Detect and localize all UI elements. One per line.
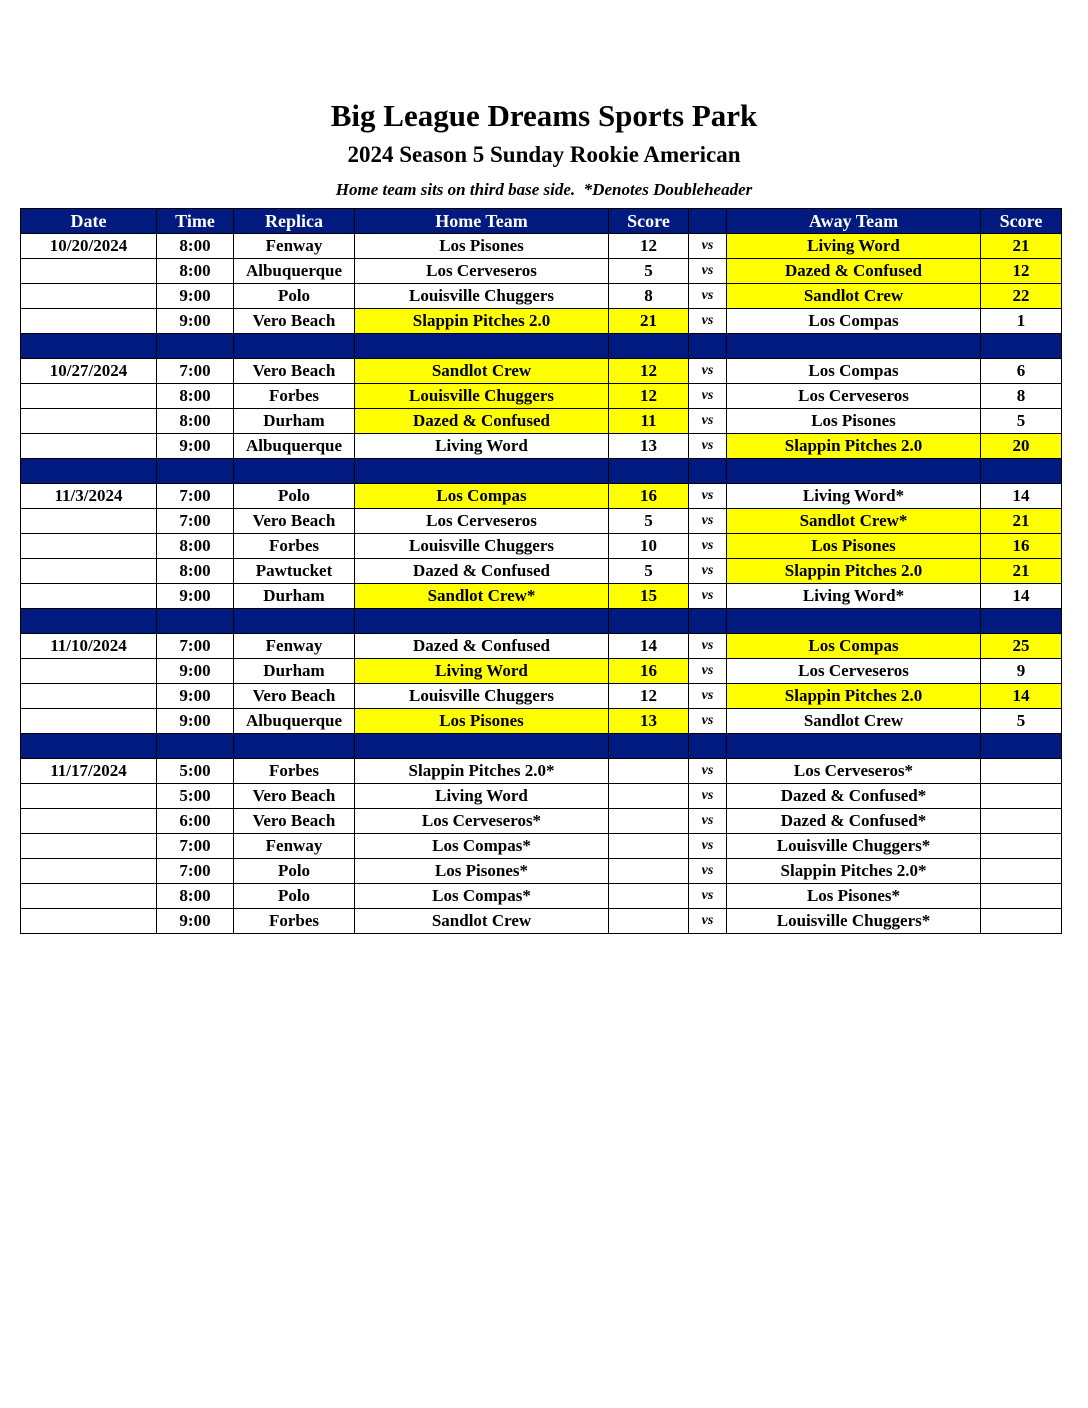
replica-cell: Vero Beach	[234, 809, 355, 834]
time-cell: 7:00	[157, 859, 234, 884]
away-team-cell: Louisville Chuggers*	[727, 909, 981, 934]
home-score-cell: 12	[609, 234, 689, 259]
time-cell: 8:00	[157, 884, 234, 909]
home-score-cell: 10	[609, 534, 689, 559]
home-score-cell: 12	[609, 384, 689, 409]
away-team-cell: Dazed & Confused*	[727, 809, 981, 834]
col-header-replica: Replica	[234, 209, 355, 234]
vs-cell: vs	[689, 234, 727, 259]
away-score-cell: 8	[981, 384, 1062, 409]
date-cell: 11/17/2024	[21, 759, 157, 784]
home-team-cell: Slappin Pitches 2.0	[355, 309, 609, 334]
away-team-cell: Louisville Chuggers*	[727, 834, 981, 859]
home-team-cell: Los Compas*	[355, 834, 609, 859]
vs-cell: vs	[689, 709, 727, 734]
separator-cell	[21, 459, 157, 484]
date-cell	[21, 909, 157, 934]
game-row	[21, 284, 1062, 309]
home-score-cell: 12	[609, 359, 689, 384]
date-cell	[21, 284, 157, 309]
vs-cell: vs	[689, 259, 727, 284]
date-cell	[21, 784, 157, 809]
date-cell: 11/10/2024	[21, 634, 157, 659]
away-score-cell: 21	[981, 559, 1062, 584]
game-row	[21, 834, 1062, 859]
replica-cell: Forbes	[234, 759, 355, 784]
vs-cell: vs	[689, 684, 727, 709]
date-cell	[21, 409, 157, 434]
replica-cell: Polo	[234, 484, 355, 509]
home-team-cell: Los Cerveseros	[355, 509, 609, 534]
away-team-cell: Sandlot Crew*	[727, 509, 981, 534]
home-score-cell	[609, 759, 689, 784]
home-team-cell: Living Word	[355, 784, 609, 809]
away-team-cell: Living Word	[727, 234, 981, 259]
game-row	[21, 909, 1062, 934]
separator-cell	[727, 459, 981, 484]
vs-cell: vs	[689, 509, 727, 534]
home-score-cell: 14	[609, 634, 689, 659]
date-cell	[21, 659, 157, 684]
replica-cell: Forbes	[234, 909, 355, 934]
time-cell: 9:00	[157, 659, 234, 684]
date-cell	[21, 834, 157, 859]
schedule-body	[21, 234, 1062, 934]
home-score-cell: 8	[609, 284, 689, 309]
home-team-cell: Slappin Pitches 2.0*	[355, 759, 609, 784]
vs-cell: vs	[689, 284, 727, 309]
separator-cell	[21, 334, 157, 359]
home-team-cell: Los Pisones*	[355, 859, 609, 884]
home-team-cell: Louisville Chuggers	[355, 284, 609, 309]
away-team-cell: Sandlot Crew	[727, 709, 981, 734]
away-score-cell: 1	[981, 309, 1062, 334]
date-cell	[21, 259, 157, 284]
home-team-cell: Living Word	[355, 659, 609, 684]
date-cell: 10/27/2024	[21, 359, 157, 384]
col-header-vs	[689, 209, 727, 234]
date-cell	[21, 859, 157, 884]
replica-cell: Vero Beach	[234, 684, 355, 709]
separator-cell	[981, 334, 1062, 359]
home-team-cell: Los Pisones	[355, 709, 609, 734]
separator-cell	[355, 609, 609, 634]
week-separator	[21, 334, 1062, 359]
away-team-cell: Los Pisones	[727, 409, 981, 434]
home-score-cell: 16	[609, 484, 689, 509]
away-team-cell: Living Word*	[727, 484, 981, 509]
separator-cell	[609, 734, 689, 759]
col-header-date: Date	[21, 209, 157, 234]
home-team-cell: Living Word	[355, 434, 609, 459]
game-row	[21, 384, 1062, 409]
game-row	[21, 684, 1062, 709]
date-cell	[21, 434, 157, 459]
vs-cell: vs	[689, 534, 727, 559]
home-team-cell: Los Cerveseros	[355, 259, 609, 284]
away-team-cell: Living Word*	[727, 584, 981, 609]
separator-cell	[727, 334, 981, 359]
game-row	[21, 759, 1062, 784]
home-team-cell: Sandlot Crew*	[355, 584, 609, 609]
replica-cell: Forbes	[234, 534, 355, 559]
vs-cell: vs	[689, 809, 727, 834]
away-score-cell	[981, 759, 1062, 784]
time-cell: 8:00	[157, 409, 234, 434]
date-cell	[21, 534, 157, 559]
home-score-cell: 16	[609, 659, 689, 684]
time-cell: 8:00	[157, 559, 234, 584]
week-separator	[21, 459, 1062, 484]
game-row	[21, 784, 1062, 809]
separator-cell	[355, 334, 609, 359]
away-team-cell: Los Pisones	[727, 534, 981, 559]
separator-cell	[609, 609, 689, 634]
date-cell: 11/3/2024	[21, 484, 157, 509]
vs-cell: vs	[689, 484, 727, 509]
vs-cell: vs	[689, 434, 727, 459]
time-cell: 9:00	[157, 584, 234, 609]
separator-cell	[609, 334, 689, 359]
away-team-cell: Sandlot Crew	[727, 284, 981, 309]
page-title: Big League Dreams Sports Park	[330, 98, 758, 133]
time-cell: 8:00	[157, 234, 234, 259]
home-score-cell: 15	[609, 584, 689, 609]
date-cell	[21, 884, 157, 909]
replica-cell: Albuquerque	[234, 259, 355, 284]
away-score-cell: 9	[981, 659, 1062, 684]
time-cell: 7:00	[157, 484, 234, 509]
away-team-cell: Los Pisones*	[727, 884, 981, 909]
time-cell: 9:00	[157, 309, 234, 334]
away-score-cell: 14	[981, 484, 1062, 509]
time-cell: 8:00	[157, 534, 234, 559]
separator-cell	[21, 609, 157, 634]
home-score-cell	[609, 884, 689, 909]
page-subtitle: 2024 Season 5 Sunday Rookie American	[347, 142, 741, 167]
game-row	[21, 709, 1062, 734]
col-header-home-score: Score	[609, 209, 689, 234]
separator-cell	[234, 334, 355, 359]
time-cell: 5:00	[157, 784, 234, 809]
time-cell: 8:00	[157, 259, 234, 284]
replica-cell: Fenway	[234, 634, 355, 659]
home-score-cell	[609, 834, 689, 859]
vs-cell: vs	[689, 759, 727, 784]
game-row	[21, 484, 1062, 509]
separator-cell	[727, 609, 981, 634]
vs-cell: vs	[689, 384, 727, 409]
home-team-cell: Sandlot Crew	[355, 909, 609, 934]
separator-cell	[355, 734, 609, 759]
away-score-cell	[981, 909, 1062, 934]
replica-cell: Polo	[234, 284, 355, 309]
away-score-cell	[981, 884, 1062, 909]
game-row	[21, 859, 1062, 884]
home-team-cell: Dazed & Confused	[355, 559, 609, 584]
date-cell	[21, 709, 157, 734]
home-team-cell: Los Compas	[355, 484, 609, 509]
away-score-cell: 25	[981, 634, 1062, 659]
home-score-cell: 5	[609, 509, 689, 534]
game-row	[21, 409, 1062, 434]
page-note: Home team sits on third base side. *Denotes Doubleheader	[335, 180, 753, 199]
schedule-table	[20, 208, 1062, 934]
separator-cell	[234, 734, 355, 759]
replica-cell: Fenway	[234, 234, 355, 259]
vs-cell: vs	[689, 359, 727, 384]
away-team-cell: Los Compas	[727, 359, 981, 384]
away-score-cell: 5	[981, 709, 1062, 734]
separator-cell	[689, 734, 727, 759]
game-row	[21, 509, 1062, 534]
week-separator	[21, 734, 1062, 759]
home-score-cell: 5	[609, 559, 689, 584]
game-row	[21, 259, 1062, 284]
vs-cell: vs	[689, 634, 727, 659]
away-team-cell: Slappin Pitches 2.0	[727, 434, 981, 459]
home-team-cell: Sandlot Crew	[355, 359, 609, 384]
home-team-cell: Louisville Chuggers	[355, 534, 609, 559]
home-score-cell	[609, 909, 689, 934]
separator-cell	[689, 334, 727, 359]
date-cell	[21, 559, 157, 584]
separator-cell	[234, 459, 355, 484]
time-cell: 6:00	[157, 809, 234, 834]
home-team-cell: Los Compas*	[355, 884, 609, 909]
vs-cell: vs	[689, 559, 727, 584]
date-cell	[21, 809, 157, 834]
col-header-time: Time	[157, 209, 234, 234]
replica-cell: Durham	[234, 409, 355, 434]
game-row	[21, 309, 1062, 334]
vs-cell: vs	[689, 409, 727, 434]
vs-cell: vs	[689, 309, 727, 334]
home-team-cell: Los Pisones	[355, 234, 609, 259]
separator-cell	[157, 334, 234, 359]
home-score-cell: 5	[609, 259, 689, 284]
col-header-away-team: Away Team	[727, 209, 981, 234]
separator-cell	[234, 609, 355, 634]
replica-cell: Pawtucket	[234, 559, 355, 584]
away-team-cell: Slappin Pitches 2.0	[727, 559, 981, 584]
vs-cell: vs	[689, 859, 727, 884]
home-team-cell: Los Cerveseros*	[355, 809, 609, 834]
time-cell: 7:00	[157, 634, 234, 659]
away-team-cell: Los Cerveseros	[727, 384, 981, 409]
col-header-away-score: Score	[981, 209, 1062, 234]
time-cell: 9:00	[157, 284, 234, 309]
separator-cell	[727, 734, 981, 759]
away-score-cell: 21	[981, 234, 1062, 259]
time-cell: 8:00	[157, 384, 234, 409]
game-row	[21, 234, 1062, 259]
replica-cell: Durham	[234, 659, 355, 684]
away-score-cell	[981, 784, 1062, 809]
vs-cell: vs	[689, 784, 727, 809]
home-score-cell	[609, 809, 689, 834]
date-cell	[21, 684, 157, 709]
date-cell	[21, 309, 157, 334]
away-score-cell	[981, 809, 1062, 834]
vs-cell: vs	[689, 659, 727, 684]
date-cell	[21, 584, 157, 609]
away-score-cell: 14	[981, 584, 1062, 609]
replica-cell: Fenway	[234, 834, 355, 859]
away-team-cell: Slappin Pitches 2.0	[727, 684, 981, 709]
separator-cell	[689, 609, 727, 634]
separator-cell	[981, 734, 1062, 759]
game-row	[21, 809, 1062, 834]
replica-cell: Polo	[234, 859, 355, 884]
home-team-cell: Dazed & Confused	[355, 409, 609, 434]
home-score-cell	[609, 859, 689, 884]
game-row	[21, 884, 1062, 909]
replica-cell: Vero Beach	[234, 509, 355, 534]
vs-cell: vs	[689, 584, 727, 609]
away-team-cell: Los Compas	[727, 634, 981, 659]
away-score-cell: 6	[981, 359, 1062, 384]
week-separator	[21, 609, 1062, 634]
game-row	[21, 584, 1062, 609]
separator-cell	[21, 734, 157, 759]
replica-cell: Polo	[234, 884, 355, 909]
replica-cell: Vero Beach	[234, 784, 355, 809]
vs-cell: vs	[689, 909, 727, 934]
away-score-cell	[981, 834, 1062, 859]
home-team-cell: Dazed & Confused	[355, 634, 609, 659]
away-team-cell: Slappin Pitches 2.0*	[727, 859, 981, 884]
separator-cell	[981, 609, 1062, 634]
header-row	[21, 209, 1062, 234]
away-score-cell: 12	[981, 259, 1062, 284]
time-cell: 9:00	[157, 709, 234, 734]
home-score-cell: 13	[609, 434, 689, 459]
separator-cell	[609, 459, 689, 484]
away-team-cell: Los Compas	[727, 309, 981, 334]
away-team-cell: Dazed & Confused*	[727, 784, 981, 809]
time-cell: 7:00	[157, 834, 234, 859]
away-score-cell: 16	[981, 534, 1062, 559]
time-cell: 9:00	[157, 684, 234, 709]
away-score-cell: 21	[981, 509, 1062, 534]
time-cell: 7:00	[157, 509, 234, 534]
col-header-home-team: Home Team	[355, 209, 609, 234]
date-cell	[21, 384, 157, 409]
replica-cell: Durham	[234, 584, 355, 609]
home-score-cell	[609, 784, 689, 809]
replica-cell: Albuquerque	[234, 709, 355, 734]
home-score-cell: 12	[609, 684, 689, 709]
vs-cell: vs	[689, 884, 727, 909]
vs-cell: vs	[689, 834, 727, 859]
away-team-cell: Los Cerveseros*	[727, 759, 981, 784]
away-score-cell: 14	[981, 684, 1062, 709]
game-row	[21, 634, 1062, 659]
game-row	[21, 534, 1062, 559]
game-row	[21, 434, 1062, 459]
away-score-cell: 5	[981, 409, 1062, 434]
away-score-cell	[981, 859, 1062, 884]
time-cell: 9:00	[157, 909, 234, 934]
game-row	[21, 659, 1062, 684]
away-score-cell: 22	[981, 284, 1062, 309]
separator-cell	[981, 459, 1062, 484]
separator-cell	[157, 459, 234, 484]
separator-cell	[157, 734, 234, 759]
home-score-cell: 11	[609, 409, 689, 434]
replica-cell: Albuquerque	[234, 434, 355, 459]
replica-cell: Forbes	[234, 384, 355, 409]
date-cell	[21, 509, 157, 534]
away-team-cell: Los Cerveseros	[727, 659, 981, 684]
home-score-cell: 13	[609, 709, 689, 734]
away-score-cell: 20	[981, 434, 1062, 459]
game-row	[21, 559, 1062, 584]
home-score-cell: 21	[609, 309, 689, 334]
replica-cell: Vero Beach	[234, 309, 355, 334]
away-team-cell: Dazed & Confused	[727, 259, 981, 284]
time-cell: 9:00	[157, 434, 234, 459]
separator-cell	[355, 459, 609, 484]
separator-cell	[689, 459, 727, 484]
separator-cell	[157, 609, 234, 634]
date-cell: 10/20/2024	[21, 234, 157, 259]
time-cell: 7:00	[157, 359, 234, 384]
game-row	[21, 359, 1062, 384]
time-cell: 5:00	[157, 759, 234, 784]
home-team-cell: Louisville Chuggers	[355, 384, 609, 409]
replica-cell: Vero Beach	[234, 359, 355, 384]
home-team-cell: Louisville Chuggers	[355, 684, 609, 709]
